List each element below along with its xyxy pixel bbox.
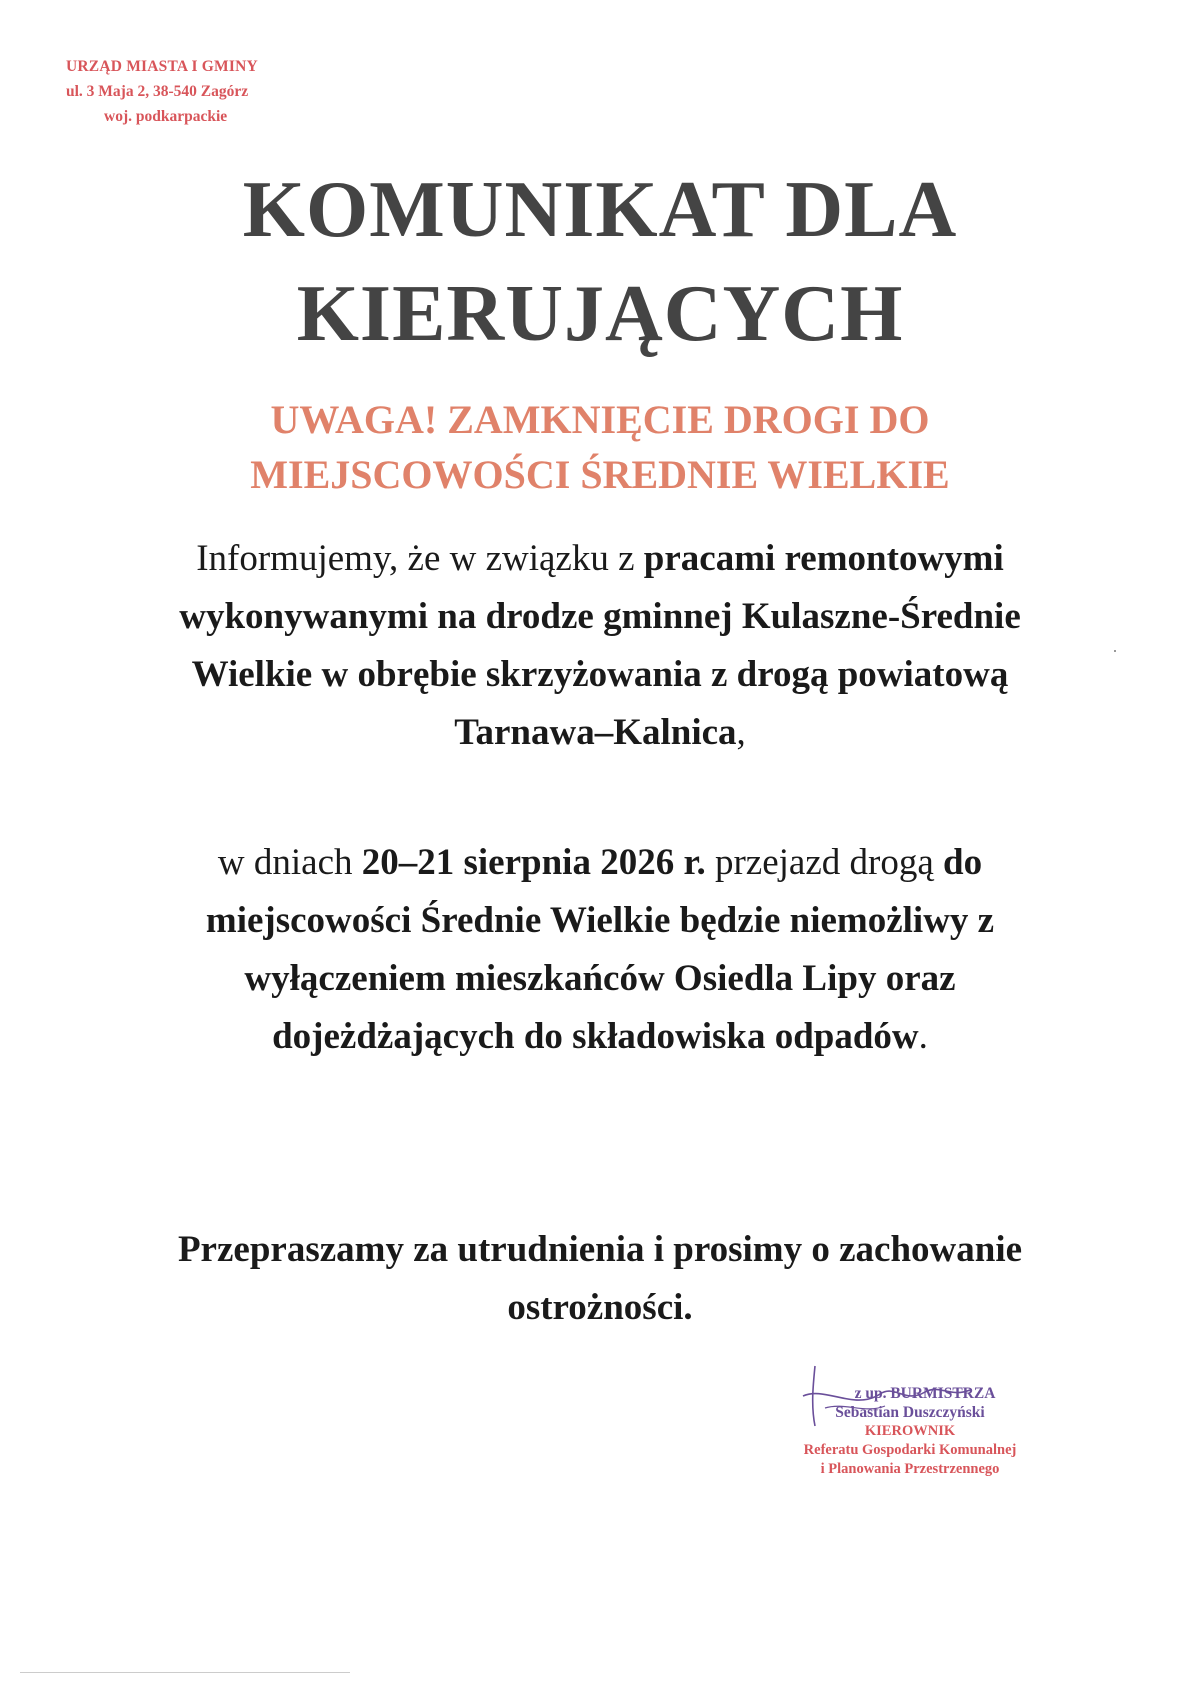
- subtitle-line-2: MIEJSCOWOŚCI ŚREDNIE WIELKIE: [250, 452, 950, 497]
- stamp-region: woj. podkarpackie: [104, 108, 228, 125]
- announcement-paragraph-2: [140, 834, 1060, 1066]
- page-title: [100, 158, 1100, 366]
- signature-name: Sebastian Duszczyński: [835, 1404, 985, 1421]
- signature-department-1: Referatu Gospodarki Komunalnej: [803, 1442, 1017, 1458]
- p1-bold-1: pracami remontowymi wykonywanymi na drodze gminnej Kulaszne-Średnie Wielkie w obrębie skrzyżowania z drogą powiatową Tarnawa–Kalnica: [179, 538, 1021, 753]
- signature-position: KIEROWNIK: [864, 1423, 956, 1439]
- subtitle-line-1: UWAGA! ZAMKNIĘCIE DROGI DO: [270, 397, 930, 442]
- signature-department-2: i Planowania Przestrzennego: [820, 1461, 1000, 1477]
- scan-speck: [1114, 650, 1116, 652]
- office-stamp: [66, 54, 286, 129]
- p2-date: 20–21 sierpnia 2026 r.: [361, 842, 706, 883]
- p2-bold-2: do miejscowości Średnie Wielkie będzie niemożliwy z wyłączeniem mieszkańców Osiedla Lipy oraz dojeżdżających do składowiska odpadów: [205, 842, 995, 1057]
- stamp-office-name: URZĄD MIASTA I GMINY: [66, 58, 258, 75]
- title-line-1: KOMUNIKAT DLA: [242, 166, 958, 254]
- p1-text-1: Informujemy, że w związku z: [196, 538, 644, 579]
- announcement-paragraph-1: [140, 530, 1060, 762]
- stamp-address: ul. 3 Maja 2, 38-540 Zagórz: [66, 83, 249, 100]
- p2-text-3: .: [918, 1016, 928, 1057]
- title-line-2: KIERUJĄCYCH: [296, 270, 904, 358]
- p2-text-2: przejazd drogą: [705, 842, 944, 883]
- signature-stamp: [765, 1384, 1055, 1479]
- p1-text-2: ,: [736, 712, 746, 753]
- warning-subtitle: [100, 392, 1100, 502]
- apology-paragraph: Przepraszamy za utrudnienia i prosimy o zachowanie ostrożności.: [177, 1229, 1023, 1328]
- scan-edge-line: [20, 1672, 350, 1673]
- signature-on-behalf: z up. BURMISTRZA: [854, 1385, 996, 1402]
- p2-text-1: w dniach: [217, 842, 362, 883]
